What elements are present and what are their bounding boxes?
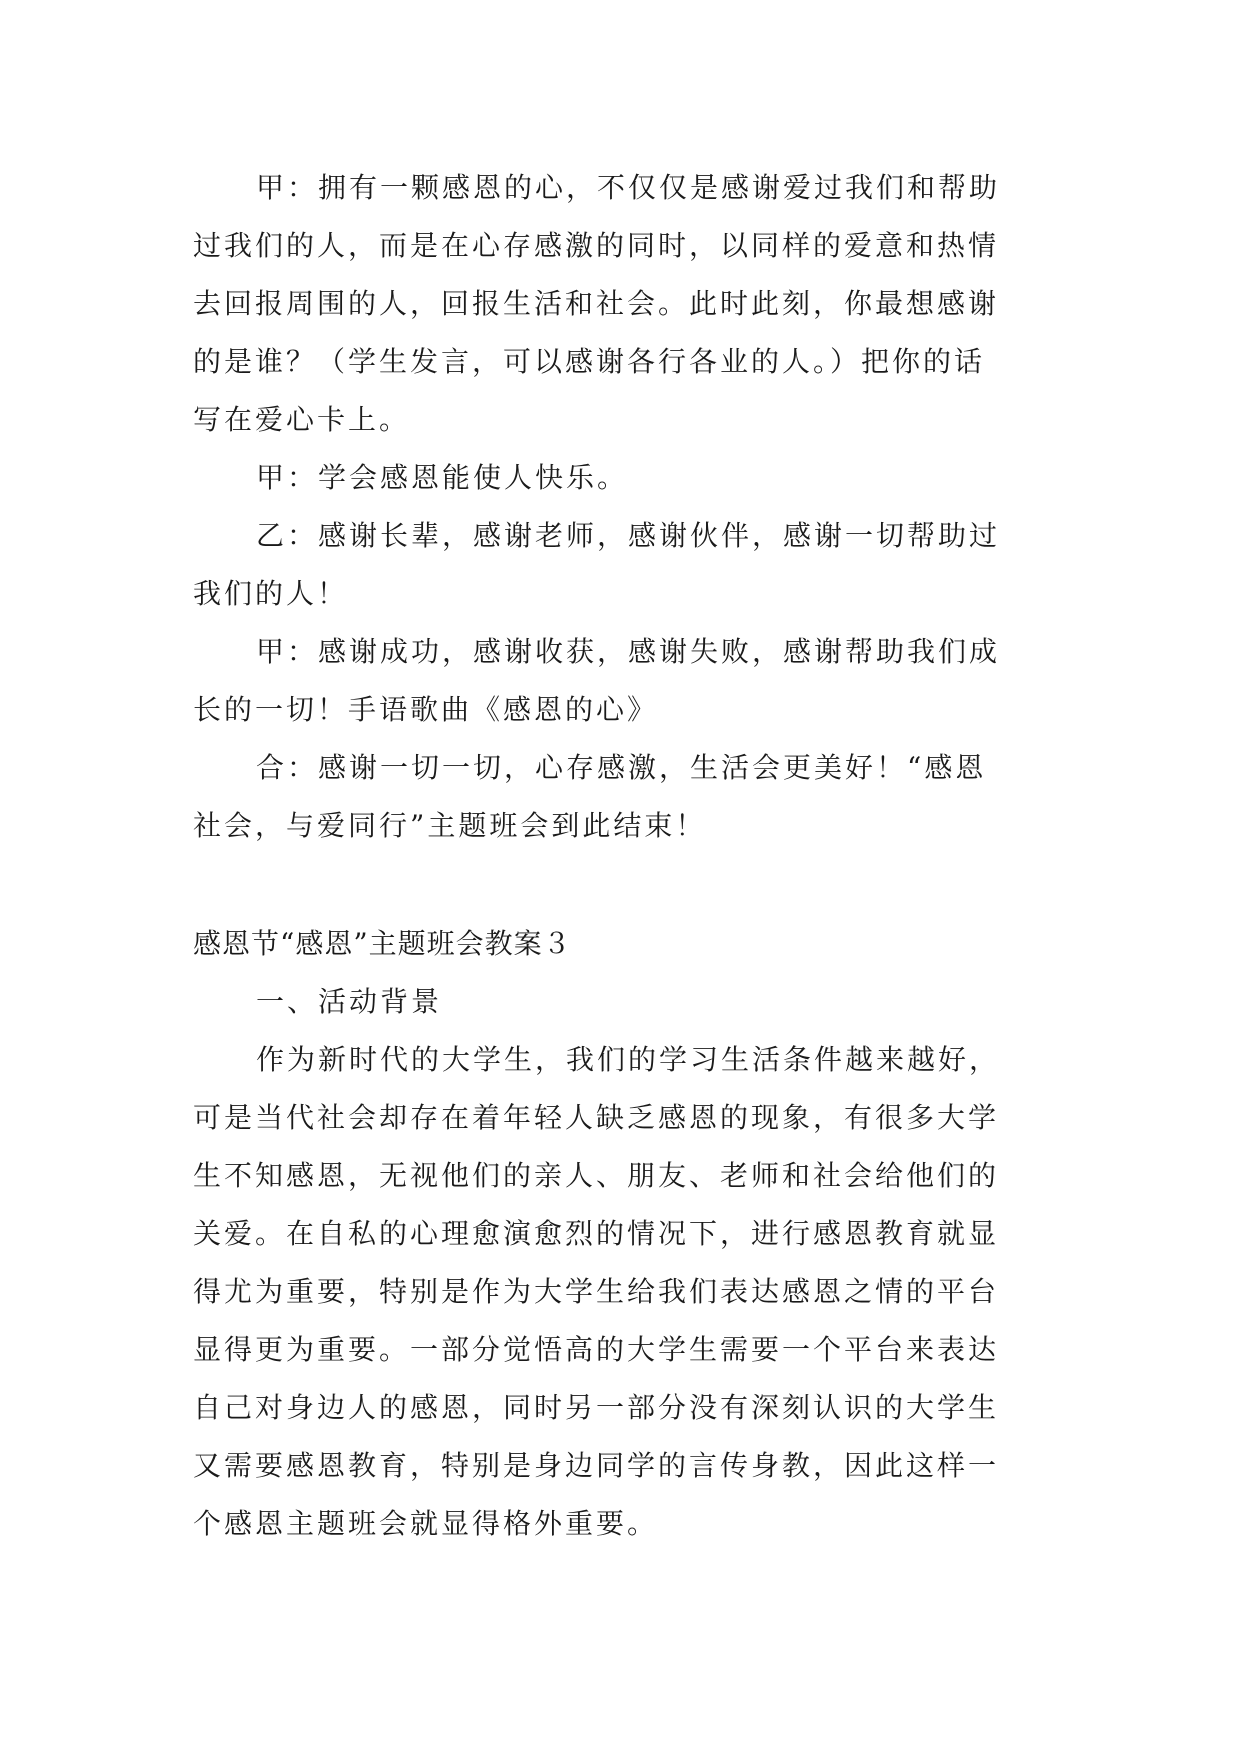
paragraph-line: 合：感谢一切一切，心存感激，生活会更美好！“感恩 <box>256 751 987 784</box>
section-heading: 感恩节“感恩”主题班会教案３ <box>193 927 572 960</box>
paragraph-line: 又需要感恩教育，特别是身边同学的言传身教，因此这样一 <box>193 1449 1000 1482</box>
paragraph-line: 可是当代社会却存在着年轻人缺乏感恩的现象，有很多大学 <box>193 1101 1000 1134</box>
paragraph-line: 甲：学会感恩能使人快乐。 <box>256 461 629 494</box>
paragraph-line: 作为新时代的大学生，我们的学习生活条件越来越好， <box>256 1043 1001 1076</box>
subsection-heading: 一、活动背景 <box>256 985 443 1018</box>
paragraph-line: 甲：感谢成功，感谢收获，感谢失败，感谢帮助我们成 <box>256 635 1001 668</box>
paragraph-line: 乙：感谢长辈，感谢老师，感谢伙伴，感谢一切帮助过 <box>256 519 1001 552</box>
paragraph-line: 社会，与爱同行”主题班会到此结束！ <box>193 809 707 842</box>
paragraph-line: 我们的人！ <box>193 577 349 610</box>
paragraph-line: 过我们的人，而是在心存感激的同时，以同样的爱意和热情 <box>193 229 1000 262</box>
paragraph-line: 关爱。在自私的心理愈演愈烈的情况下，进行感恩教育就显 <box>193 1217 1000 1250</box>
paragraph-line: 长的一切！手语歌曲《感恩的心》 <box>193 693 659 726</box>
paragraph-line: 自己对身边人的感恩，同时另一部分没有深刻认识的大学生 <box>193 1391 1000 1424</box>
paragraph-line: 生不知感恩，无视他们的亲人、朋友、老师和社会给他们的 <box>193 1159 1000 1192</box>
paragraph-line: 得尤为重要，特别是作为大学生给我们表达感恩之情的平台 <box>193 1275 1000 1308</box>
paragraph-line: 的是谁？（学生发言，可以感谢各行各业的人。）把你的话 <box>193 345 986 378</box>
paragraph-line: 个感恩主题班会就显得格外重要。 <box>193 1507 659 1540</box>
paragraph-line: 写在爱心卡上。 <box>193 403 411 436</box>
paragraph-line: 去回报周围的人，回报生活和社会。此时此刻，你最想感谢 <box>193 287 1000 320</box>
paragraph-line: 显得更为重要。一部分觉悟高的大学生需要一个平台来表达 <box>193 1333 1000 1366</box>
paragraph-line: 甲：拥有一颗感恩的心，不仅仅是感谢爱过我们和帮助 <box>256 171 1001 204</box>
